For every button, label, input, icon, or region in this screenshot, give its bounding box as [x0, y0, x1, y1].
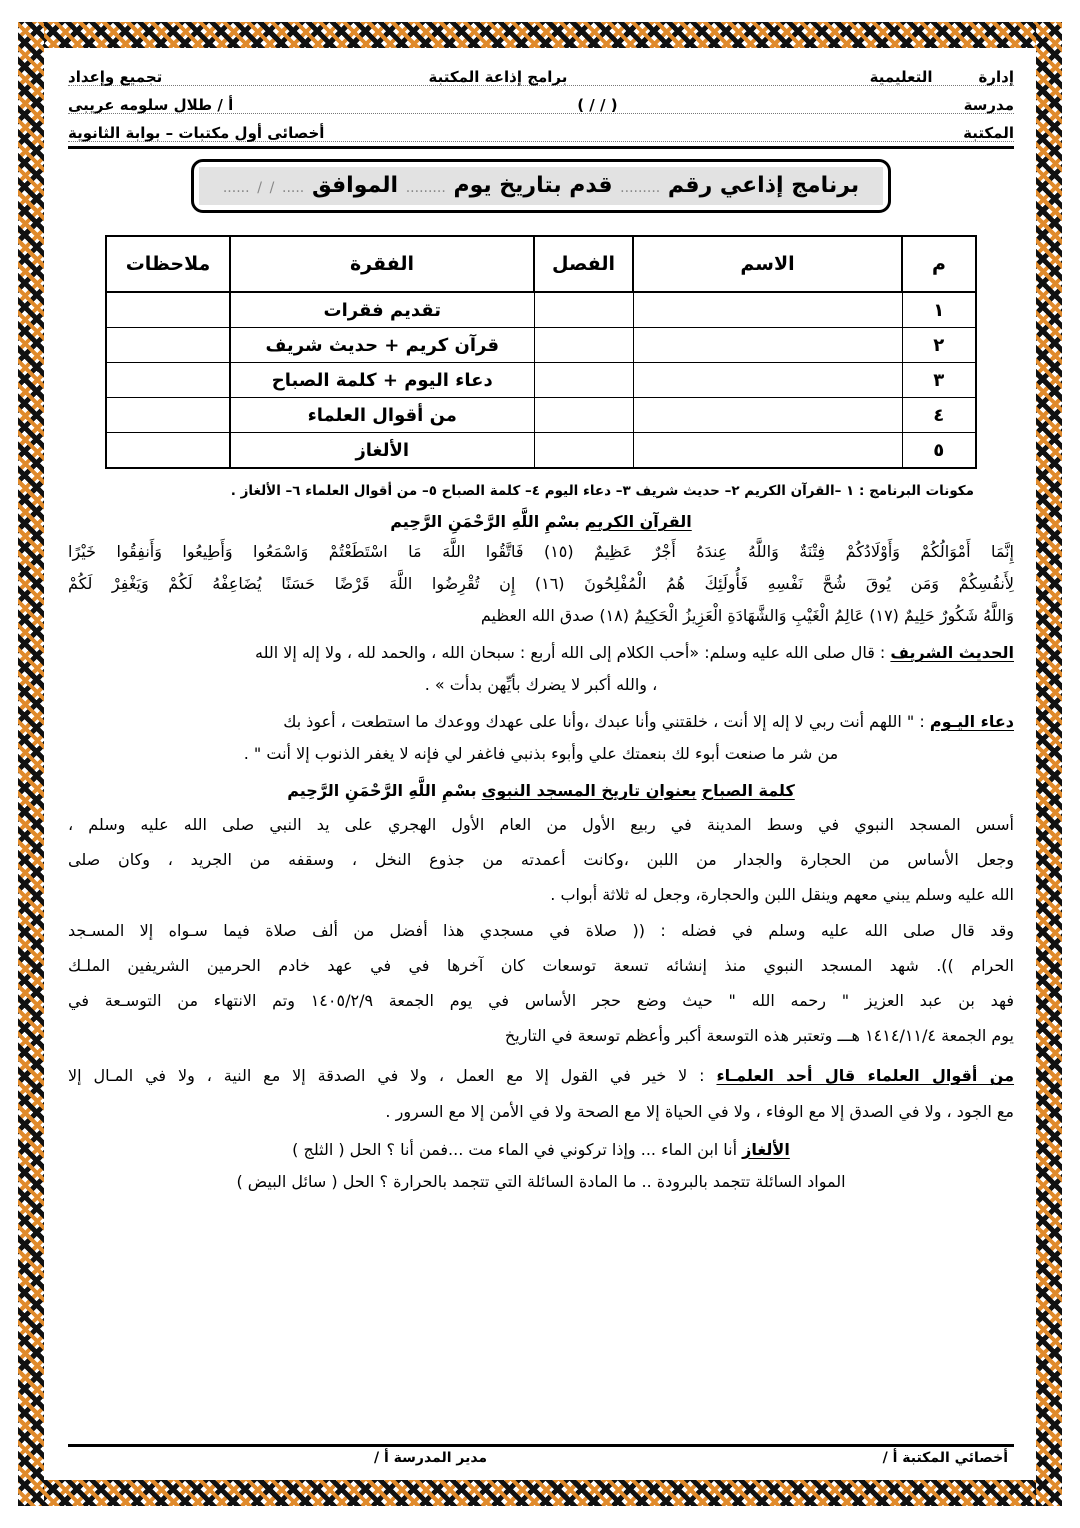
header-value-compiled-by: تجميع وإعداد [68, 68, 163, 86]
title-part-program-number: برنامج إذاعي رقم [667, 173, 860, 198]
morning-paragraph-2-line-2: الحرام )). شهد المسجد النبوي منذ إنشائه تسعة توسعات كان آخرها في في عهد خادم الحرمين الشريفين الملـك [68, 955, 1014, 975]
footer-librarian-signature: أخصائي المكتبة أ / [882, 1450, 1008, 1466]
cell-paragraph-4: من أقوال العلماء [230, 398, 534, 433]
title-dots-3: ..... [282, 180, 305, 196]
cell-notes-5[interactable] [106, 433, 230, 469]
cell-class-2[interactable] [534, 328, 633, 363]
frame-border-bottom-icon [18, 1480, 1062, 1506]
document-page [50, 52, 1032, 1476]
table-header-notes: ملاحظات [106, 236, 230, 292]
cell-number-5: ٥ [902, 433, 976, 469]
header-label-school: مدرسة [963, 96, 1014, 114]
scholars-line-2: مع الجود ، ولا في الصدق إلا مع الوفاء ، ولا في الحياة إلا مع الصحة ولا في الأمن إلا مع السرور . [385, 1101, 1014, 1121]
morning-heading-line [68, 777, 1014, 805]
cell-name-3[interactable] [633, 363, 902, 398]
cell-number-2: ٢ [902, 328, 976, 363]
title-slash-1: / [269, 180, 275, 196]
header-row-library [68, 114, 1014, 142]
quran-verse-line-1: إِنَّمَا أَمْوَالُكُمْ وَأَوْلَادُكُمْ فِتْنَةٌ وَاللَّهُ عِندَهُ أَجْرٌ عَظِيمٌ (١٥) فَاتَّقُوا اللَّهَ مَا اسْتَطَعْتُمْ وَاسْمَعُوا وَأَطِيعُوا وَأَنفِقُوا خَيْرًا [68, 542, 1014, 561]
riddle-line-2: المواد السائلة تتجمد بالبرودة .. ما المادة السائلة التي تتجمد بالحرارة ؟ الحل ( سائل البيض ) [236, 1171, 846, 1191]
header-center-library-programs: برامج إذاعة المكتبة [428, 68, 568, 86]
table-row [106, 433, 976, 469]
table-header-name: الاسم [633, 236, 902, 292]
footer-principal-signature: مدير المدرسة أ / [374, 1450, 488, 1466]
morning-paragraph-2-line-4: يوم الجمعة ١٤١٤/١١/٤ هـــ وتعتبر هذه التوسعة أكبر وأعظم توسعة في التاريخ [504, 1026, 1014, 1046]
table-row [106, 363, 976, 398]
morning-paragraph-1-line-2: وجعل الأساس من الحجارة والجدار من اللبن ،وكانت أعمدته من جذوع النخل ، وسقفه من الجريد ، وكان صلى [68, 850, 1014, 870]
cell-notes-1[interactable] [106, 292, 230, 328]
section-scholars-sayings [68, 1060, 1014, 1126]
header-divider [68, 146, 1014, 149]
section-riddles [68, 1136, 1014, 1196]
cell-name-2[interactable] [633, 328, 902, 363]
section-hadith [68, 639, 1014, 699]
morning-paragraph-2-line-3: فهد بن عبد العزيز " رحمه الله " حيث وضع حجر الأساس في يوم الجمعة ١٤٠٥/٢/٩ وتم الانتهاء من التوسـعة في [68, 990, 1014, 1010]
table-header-paragraph: الفقرة [230, 236, 534, 292]
program-table [105, 235, 977, 469]
program-components-note: مكونات البرنامج : ١ –القرآن الكريم ٢– حديث شريف ٣– دعاء اليوم ٤– كلمة الصباح ٥– من أقوال العلماء ٦– الألغاز . [230, 483, 974, 499]
dua-heading: دعاء اليـوم [929, 712, 1014, 731]
riddle-line-1 [68, 1136, 1014, 1164]
program-title-bar [199, 167, 883, 205]
title-slash-2: / [257, 180, 262, 196]
document-footer [68, 1444, 1014, 1468]
frame-border-right-icon [1036, 22, 1062, 1506]
title-dots-2: ......... [405, 180, 446, 196]
hadith-line-1 [68, 639, 1014, 667]
scholars-heading: من أقوال العلماء قال أحد العلمـاء [716, 1066, 1015, 1086]
dua-text-1: : " اللهم أنت ربي لا إله إلا أنت ، خلقتني وأنا عبدك ،وأنا على عهدك ووعدك ما استطعت ، أعوذ بك [283, 712, 925, 731]
header-label-library: المكتبة [963, 124, 1014, 142]
quran-basmala: بسْمِ اللَّهِ الرَّحْمَنِ الرَّحِيم [390, 512, 580, 531]
hadith-text-1: : قال صلى الله عليه وسلم: «أحب الكلام إلى الله أربع : سبحان الله ، والحمد لله ، ولا إله إلا الله [255, 643, 886, 662]
header-school-date-blank: ( / / ) [577, 96, 618, 114]
quran-verse-line-2: لِأَنفُسِكُمْ وَمَن يُوقَ شُحَّ نَفْسِهِ فَأُولَئِكَ هُمُ الْمُفْلِحُونَ (١٦) إِن تُقْرِضُوا اللَّهَ قَرْضًا حَسَنًا يُضَاعِفْهُ لَكُمْ وَيَغْفِرْ لَكُمْ [68, 574, 1015, 593]
morning-paragraph-1-line-1: أسس المسجد النبوي في وسط المدينة في ربيع الأول من العام الأول الهجري على يد النبي صلى الله عليه وسلم ، [68, 815, 1014, 834]
frame-border-left-icon [18, 22, 44, 1506]
section-dua [68, 708, 1014, 768]
cell-name-1[interactable] [633, 292, 902, 328]
cell-paragraph-5: الألغاز [230, 433, 534, 469]
title-dots-1: ......... [620, 180, 661, 196]
header-row-administration [68, 58, 1014, 86]
cell-class-4[interactable] [534, 398, 633, 433]
title-dots-4: ...... [222, 180, 250, 196]
header-value-teacher-name: أ / طلال سلومه عريبى [68, 96, 234, 114]
section-quran [68, 508, 1014, 630]
table-row [106, 398, 976, 433]
morning-paragraph-1-line-3: الله عليه وسلم يبني معهم وينقل اللبن والحجارة، وجعل له ثلاثة أبواب . [550, 885, 1014, 905]
dua-line-2: من شر ما صنعت أبوء لك بنعمتك علي وأبوء بذنبي فاغفر لي فإنه لا يغفر الذنوب إلا أنت " . [243, 744, 839, 763]
riddles-heading: الألغاز [742, 1139, 790, 1159]
quran-heading-line [68, 508, 1014, 536]
morning-paragraph-2-line-1: وقد قال صلى الله عليه وسلم في فضله : (( صلاة في مسجدي هذا أفضل من ألف صلاة فيما سـواه إلا المسـجد [68, 920, 1014, 940]
table-header-row [106, 236, 976, 292]
cell-class-5[interactable] [534, 433, 633, 469]
title-part-corresponding: الموافق [311, 173, 399, 198]
header-row-school [68, 86, 1014, 114]
dua-line-1 [68, 708, 1014, 736]
hadith-line-2: ، والله أكبر لا يضرك بأيِّهن بدأت » . [424, 675, 658, 694]
cell-name-5[interactable] [633, 433, 902, 469]
cell-class-1[interactable] [534, 292, 633, 328]
scholars-text-1: : لا خير في القول إلا مع العمل ، ولا في الصدقة إلا مع النية ، ولا في المـال إلا [68, 1066, 705, 1086]
footer-divider [68, 1444, 1014, 1447]
cell-notes-4[interactable] [106, 398, 230, 433]
cell-notes-2[interactable] [106, 328, 230, 363]
quran-verse-line-3: وَاللَّهُ شَكُورٌ حَلِيمٌ (١٧) عَالِمُ الْغَيْبِ وَالشَّهَادَةِ الْعَزِيزُ الْحَكِيمُ (١٨) صدق الله العظيم [480, 606, 1014, 625]
frame-border-top-icon [18, 22, 1062, 48]
riddle-text-1: أنا ابن الماء ... وإذا تركوني في الماء مت ...فمن أنا ؟ الحل ( الثلج ) [292, 1139, 738, 1159]
table-row [106, 292, 976, 328]
table-header-number: م [902, 236, 976, 292]
cell-number-4: ٤ [902, 398, 976, 433]
cell-number-3: ٣ [902, 363, 976, 398]
footer-signatures [68, 1450, 1014, 1468]
scholars-line-1 [68, 1060, 1014, 1091]
cell-number-1: ١ [902, 292, 976, 328]
program-title-box [191, 159, 891, 213]
header-value-administration-name: التعليمية [869, 68, 933, 86]
cell-name-4[interactable] [633, 398, 902, 433]
header-value-specialist-title: أخصائى أول مكتبات – بوابة الثانوية [68, 124, 325, 142]
morning-basmala: بسْمِ اللَّهِ الرَّحْمَنِ الرَّحِيم [287, 781, 477, 800]
cell-paragraph-1: تقديم فقرات [230, 292, 534, 328]
morning-heading-topic: بعنوان تاريخ المسجد النبوى [481, 781, 697, 800]
cell-class-3[interactable] [534, 363, 633, 398]
title-part-presented-on: قدم بتاريخ يوم [453, 173, 613, 198]
morning-heading-label: كلمة الصباح [701, 781, 795, 800]
table-header-class: الفصل [534, 236, 633, 292]
hadith-heading: الحديث الشريف [890, 643, 1014, 662]
section-morning-word [68, 777, 1014, 1051]
quran-heading: القرآن الكريم [584, 512, 692, 531]
header-label-administration: إدارة [978, 68, 1014, 86]
cell-paragraph-2: قرآن كريم + حديث شريف [230, 328, 534, 363]
cell-paragraph-3: دعاء اليوم + كلمة الصباح [230, 363, 534, 398]
document-header [68, 58, 1014, 149]
cell-notes-3[interactable] [106, 363, 230, 398]
table-row [106, 328, 976, 363]
